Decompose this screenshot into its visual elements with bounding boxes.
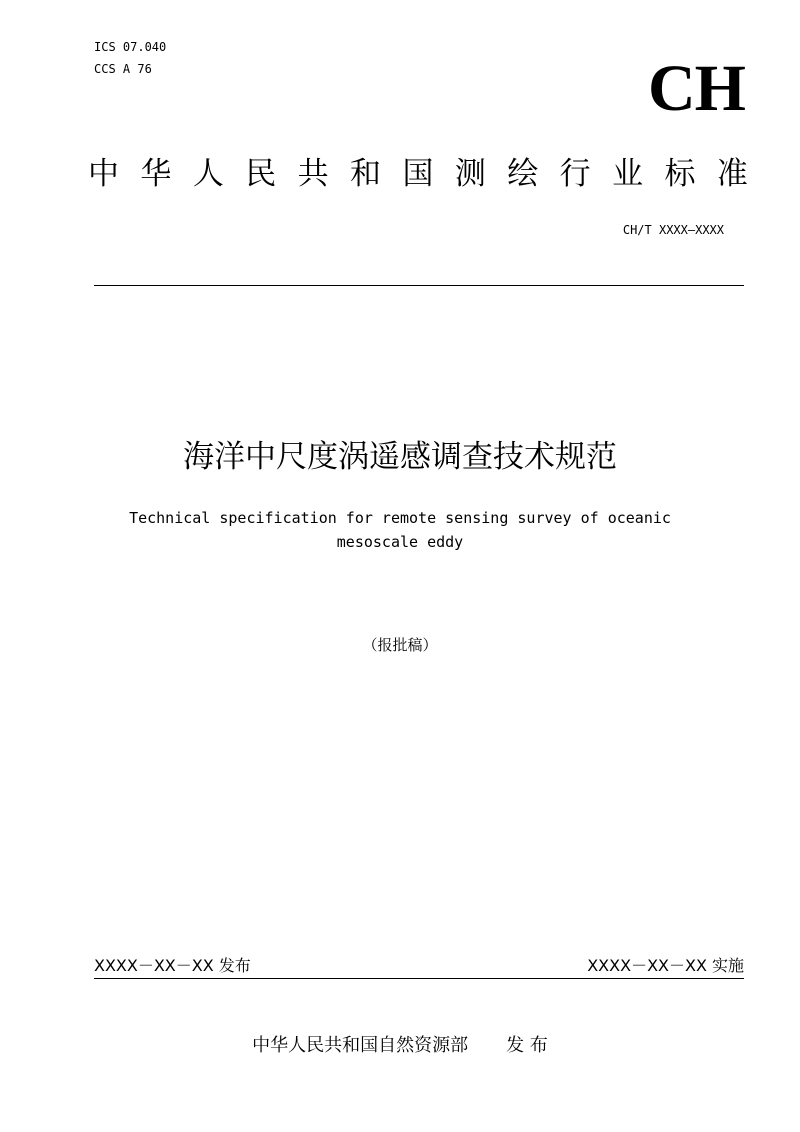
standard-name-char: 国 bbox=[402, 156, 434, 192]
ics-code: ICS 07.040 bbox=[94, 40, 167, 54]
standard-name-char: 中 bbox=[88, 156, 119, 192]
ccs-code: CCS A 76 bbox=[94, 62, 152, 76]
standard-name-char: 人 bbox=[192, 156, 224, 192]
footer-divider bbox=[94, 978, 744, 979]
issuing-authority bbox=[0, 1034, 800, 1058]
standard-name-char: 标 bbox=[664, 156, 696, 192]
issuer-name: 中华人民共和国自然资源部 bbox=[252, 1035, 469, 1056]
standard-name-char: 和 bbox=[350, 156, 382, 192]
standard-name-char: 准 bbox=[716, 156, 748, 192]
document-title-chinese: 海洋中尺度涡遥感调查技术规范 bbox=[183, 439, 617, 475]
document-title-english: Technical specification for remote sensing survey of oceanic mesoscale eddy bbox=[129, 509, 671, 551]
publish-date: XXXX－XX－XX 发布 bbox=[94, 956, 251, 975]
header-divider bbox=[94, 285, 744, 286]
standard-category-name bbox=[88, 152, 748, 196]
implement-date: XXXX－XX－XX 实施 bbox=[587, 956, 744, 975]
standard-number: CH/T XXXX—XXXX bbox=[622, 223, 724, 237]
standard-name-char: 业 bbox=[612, 156, 644, 192]
standard-name-char: 共 bbox=[297, 156, 329, 192]
issue-word: 发 布 bbox=[506, 1035, 548, 1056]
ch-logo: CH bbox=[648, 52, 745, 125]
standard-name-char: 行 bbox=[559, 156, 591, 192]
draft-status: （报批稿） bbox=[362, 636, 438, 654]
standard-name-char: 测 bbox=[454, 156, 486, 192]
standard-name-char: 绘 bbox=[507, 156, 539, 192]
standard-name-char: 民 bbox=[245, 156, 277, 192]
standard-name-char: 华 bbox=[140, 156, 172, 192]
